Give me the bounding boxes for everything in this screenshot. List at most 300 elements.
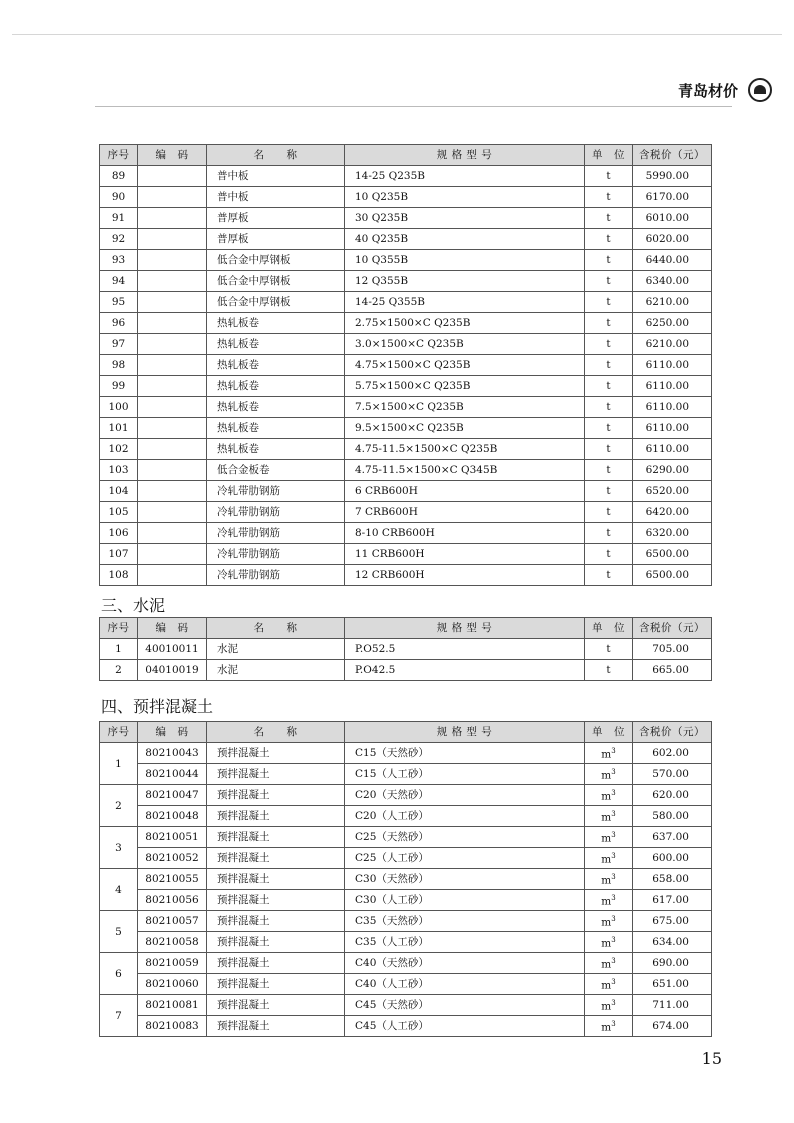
row-number: 92 bbox=[100, 229, 138, 250]
item-spec: C40（天然砂） bbox=[345, 953, 585, 974]
table-row bbox=[100, 890, 712, 911]
table-row bbox=[100, 911, 712, 932]
table-row bbox=[100, 974, 712, 995]
item-price: 6010.00 bbox=[633, 208, 712, 229]
brand-title: 青岛材价 bbox=[677, 82, 738, 100]
item-unit: t bbox=[585, 271, 633, 292]
unit-base: m bbox=[601, 895, 612, 908]
item-code: 40010011 bbox=[138, 639, 207, 660]
table-row bbox=[100, 502, 712, 523]
unit-exponent: 3 bbox=[611, 957, 616, 966]
item-spec: 4.75-11.5×1500×C Q235B bbox=[345, 439, 585, 460]
item-price: 6320.00 bbox=[633, 523, 712, 544]
item-name: 冷轧带肋钢筋 bbox=[207, 544, 345, 565]
table-row bbox=[100, 292, 712, 313]
item-unit: t bbox=[585, 166, 633, 187]
table-row bbox=[100, 250, 712, 271]
col-code: 编 码 bbox=[138, 618, 207, 639]
item-spec: 12 CRB600H bbox=[345, 565, 585, 586]
item-price: 690.00 bbox=[633, 953, 712, 974]
item-code: 80210060 bbox=[138, 974, 207, 995]
table-row bbox=[100, 806, 712, 827]
item-name: 冷轧带肋钢筋 bbox=[207, 502, 345, 523]
logo-icon bbox=[748, 78, 772, 102]
col-name: 名 称 bbox=[207, 618, 345, 639]
item-code: 04010019 bbox=[138, 660, 207, 681]
item-unit bbox=[585, 827, 633, 848]
item-spec: 4.75-11.5×1500×C Q345B bbox=[345, 460, 585, 481]
item-unit bbox=[585, 743, 633, 764]
item-name: 预拌混凝土 bbox=[207, 953, 345, 974]
item-name: 水泥 bbox=[207, 639, 345, 660]
section-title-concrete: 四、预拌混凝土 bbox=[101, 697, 214, 716]
row-number: 1 bbox=[100, 639, 138, 660]
item-code: 80210043 bbox=[138, 743, 207, 764]
unit-exponent: 3 bbox=[611, 1020, 616, 1029]
unit-base: m bbox=[601, 748, 612, 761]
item-name: 预拌混凝土 bbox=[207, 932, 345, 953]
item-unit bbox=[585, 953, 633, 974]
item-name: 预拌混凝土 bbox=[207, 785, 345, 806]
unit-base: m bbox=[601, 1000, 612, 1013]
item-unit: t bbox=[585, 208, 633, 229]
item-name: 冷轧带肋钢筋 bbox=[207, 523, 345, 544]
item-unit: t bbox=[585, 397, 633, 418]
unit-exponent: 3 bbox=[611, 831, 616, 840]
item-code: 80210057 bbox=[138, 911, 207, 932]
item-name: 预拌混凝土 bbox=[207, 764, 345, 785]
item-code: 80210044 bbox=[138, 764, 207, 785]
group-number: 4 bbox=[100, 869, 138, 911]
table-row bbox=[100, 208, 712, 229]
item-unit: t bbox=[585, 355, 633, 376]
item-name: 预拌混凝土 bbox=[207, 890, 345, 911]
item-name: 热轧板卷 bbox=[207, 376, 345, 397]
item-spec: C15（天然砂） bbox=[345, 743, 585, 764]
row-number: 94 bbox=[100, 271, 138, 292]
item-price: 665.00 bbox=[633, 660, 712, 681]
table-row bbox=[100, 439, 712, 460]
item-code: 80210059 bbox=[138, 953, 207, 974]
item-name: 预拌混凝土 bbox=[207, 806, 345, 827]
unit-exponent: 3 bbox=[611, 852, 616, 861]
item-name: 热轧板卷 bbox=[207, 397, 345, 418]
row-number: 96 bbox=[100, 313, 138, 334]
item-price: 617.00 bbox=[633, 890, 712, 911]
item-price: 6210.00 bbox=[633, 334, 712, 355]
item-spec: C35（天然砂） bbox=[345, 911, 585, 932]
item-unit: t bbox=[585, 481, 633, 502]
top-rule bbox=[12, 34, 782, 35]
unit-base: m bbox=[601, 916, 612, 929]
item-code: 80210051 bbox=[138, 827, 207, 848]
table-row bbox=[100, 271, 712, 292]
item-spec: 7.5×1500×C Q235B bbox=[345, 397, 585, 418]
item-name: 低合金板卷 bbox=[207, 460, 345, 481]
item-unit bbox=[585, 869, 633, 890]
item-spec: 40 Q235B bbox=[345, 229, 585, 250]
unit-base: m bbox=[601, 958, 612, 971]
item-unit: t bbox=[585, 334, 633, 355]
item-name: 普中板 bbox=[207, 166, 345, 187]
unit-base: m bbox=[601, 937, 612, 950]
item-unit: t bbox=[585, 639, 633, 660]
row-number: 101 bbox=[100, 418, 138, 439]
col-code: 编 码 bbox=[138, 145, 207, 166]
unit-base: m bbox=[601, 853, 612, 866]
item-name: 预拌混凝土 bbox=[207, 848, 345, 869]
table-row bbox=[100, 743, 712, 764]
item-unit bbox=[585, 995, 633, 1016]
item-name: 预拌混凝土 bbox=[207, 974, 345, 995]
col-unit: 单 位 bbox=[585, 722, 633, 743]
unit-exponent: 3 bbox=[611, 894, 616, 903]
item-name: 预拌混凝土 bbox=[207, 827, 345, 848]
table-row bbox=[100, 355, 712, 376]
item-price: 705.00 bbox=[633, 639, 712, 660]
item-name: 普中板 bbox=[207, 187, 345, 208]
item-unit: t bbox=[585, 418, 633, 439]
row-number: 107 bbox=[100, 544, 138, 565]
table-row bbox=[100, 376, 712, 397]
table-row bbox=[100, 565, 712, 586]
table-row bbox=[100, 660, 712, 681]
item-code: 80210055 bbox=[138, 869, 207, 890]
item-price: 6110.00 bbox=[633, 355, 712, 376]
table-row bbox=[100, 639, 712, 660]
table-row bbox=[100, 523, 712, 544]
item-price: 6110.00 bbox=[633, 439, 712, 460]
unit-exponent: 3 bbox=[611, 978, 616, 987]
item-price: 658.00 bbox=[633, 869, 712, 890]
row-number: 105 bbox=[100, 502, 138, 523]
row-number: 103 bbox=[100, 460, 138, 481]
row-number: 102 bbox=[100, 439, 138, 460]
col-code: 编 码 bbox=[138, 722, 207, 743]
item-code: 80210052 bbox=[138, 848, 207, 869]
table-row bbox=[100, 397, 712, 418]
steel-price-table bbox=[99, 144, 712, 586]
col-spec: 规 格 型 号 bbox=[345, 618, 585, 639]
item-spec: 14-25 Q355B bbox=[345, 292, 585, 313]
item-name: 普厚板 bbox=[207, 208, 345, 229]
item-name: 预拌混凝土 bbox=[207, 911, 345, 932]
item-name: 冷轧带肋钢筋 bbox=[207, 481, 345, 502]
table-header-row bbox=[100, 618, 712, 639]
item-price: 620.00 bbox=[633, 785, 712, 806]
header-rule bbox=[95, 106, 732, 107]
item-spec: P.O52.5 bbox=[345, 639, 585, 660]
item-unit: t bbox=[585, 292, 633, 313]
table-row bbox=[100, 995, 712, 1016]
item-code bbox=[138, 166, 207, 187]
item-price: 6020.00 bbox=[633, 229, 712, 250]
item-code bbox=[138, 229, 207, 250]
item-spec: 30 Q235B bbox=[345, 208, 585, 229]
item-unit bbox=[585, 890, 633, 911]
item-name: 预拌混凝土 bbox=[207, 1016, 345, 1037]
col-name: 名 称 bbox=[207, 145, 345, 166]
item-name: 预拌混凝土 bbox=[207, 995, 345, 1016]
item-price: 570.00 bbox=[633, 764, 712, 785]
item-unit: t bbox=[585, 376, 633, 397]
col-price: 含税价（元） bbox=[633, 618, 712, 639]
table-row bbox=[100, 932, 712, 953]
item-name: 预拌混凝土 bbox=[207, 743, 345, 764]
item-name: 冷轧带肋钢筋 bbox=[207, 565, 345, 586]
item-code bbox=[138, 271, 207, 292]
item-price: 711.00 bbox=[633, 995, 712, 1016]
table-row bbox=[100, 313, 712, 334]
item-price: 580.00 bbox=[633, 806, 712, 827]
item-name: 热轧板卷 bbox=[207, 313, 345, 334]
item-code bbox=[138, 250, 207, 271]
table-row bbox=[100, 460, 712, 481]
item-code bbox=[138, 565, 207, 586]
table-row bbox=[100, 869, 712, 890]
row-number: 100 bbox=[100, 397, 138, 418]
item-code bbox=[138, 334, 207, 355]
item-code bbox=[138, 208, 207, 229]
item-price: 637.00 bbox=[633, 827, 712, 848]
item-code: 80210056 bbox=[138, 890, 207, 911]
unit-exponent: 3 bbox=[611, 789, 616, 798]
item-price: 6440.00 bbox=[633, 250, 712, 271]
item-unit bbox=[585, 974, 633, 995]
item-price: 5990.00 bbox=[633, 166, 712, 187]
item-name: 热轧板卷 bbox=[207, 355, 345, 376]
item-price: 6170.00 bbox=[633, 187, 712, 208]
group-number: 1 bbox=[100, 743, 138, 785]
group-number: 2 bbox=[100, 785, 138, 827]
item-price: 6110.00 bbox=[633, 397, 712, 418]
row-number: 90 bbox=[100, 187, 138, 208]
unit-exponent: 3 bbox=[611, 936, 616, 945]
item-code bbox=[138, 523, 207, 544]
item-spec: 2.75×1500×C Q235B bbox=[345, 313, 585, 334]
item-spec: 10 Q355B bbox=[345, 250, 585, 271]
group-number: 5 bbox=[100, 911, 138, 953]
item-code bbox=[138, 418, 207, 439]
item-unit: t bbox=[585, 523, 633, 544]
item-code bbox=[138, 187, 207, 208]
item-price: 6500.00 bbox=[633, 565, 712, 586]
item-unit bbox=[585, 1016, 633, 1037]
item-code bbox=[138, 292, 207, 313]
item-name: 预拌混凝土 bbox=[207, 869, 345, 890]
item-spec: C15（人工砂） bbox=[345, 764, 585, 785]
row-number: 104 bbox=[100, 481, 138, 502]
col-price: 含税价（元） bbox=[633, 145, 712, 166]
table-header-row bbox=[100, 722, 712, 743]
item-code bbox=[138, 397, 207, 418]
item-spec: 12 Q355B bbox=[345, 271, 585, 292]
col-no: 序号 bbox=[100, 145, 138, 166]
item-unit: t bbox=[585, 565, 633, 586]
table-header-row bbox=[100, 145, 712, 166]
item-code: 80210048 bbox=[138, 806, 207, 827]
item-price: 6420.00 bbox=[633, 502, 712, 523]
item-code bbox=[138, 313, 207, 334]
col-unit: 单 位 bbox=[585, 618, 633, 639]
item-code bbox=[138, 481, 207, 502]
cement-price-table bbox=[99, 617, 712, 681]
unit-base: m bbox=[601, 979, 612, 992]
item-price: 674.00 bbox=[633, 1016, 712, 1037]
unit-exponent: 3 bbox=[611, 768, 616, 777]
col-unit: 单 位 bbox=[585, 145, 633, 166]
item-unit: t bbox=[585, 187, 633, 208]
item-price: 6520.00 bbox=[633, 481, 712, 502]
item-spec: C40（人工砂） bbox=[345, 974, 585, 995]
page-number: 15 bbox=[701, 1049, 722, 1068]
item-spec: C25（人工砂） bbox=[345, 848, 585, 869]
item-price: 675.00 bbox=[633, 911, 712, 932]
item-spec: C30（人工砂） bbox=[345, 890, 585, 911]
item-code bbox=[138, 544, 207, 565]
item-spec: 4.75×1500×C Q235B bbox=[345, 355, 585, 376]
item-unit: t bbox=[585, 313, 633, 334]
table-row bbox=[100, 544, 712, 565]
row-number: 98 bbox=[100, 355, 138, 376]
item-spec: 14-25 Q235B bbox=[345, 166, 585, 187]
item-unit: t bbox=[585, 250, 633, 271]
item-spec: 7 CRB600H bbox=[345, 502, 585, 523]
item-code bbox=[138, 355, 207, 376]
row-number: 2 bbox=[100, 660, 138, 681]
row-number: 89 bbox=[100, 166, 138, 187]
item-spec: C35（人工砂） bbox=[345, 932, 585, 953]
item-spec: C30（天然砂） bbox=[345, 869, 585, 890]
row-number: 106 bbox=[100, 523, 138, 544]
item-unit: t bbox=[585, 460, 633, 481]
table-row bbox=[100, 229, 712, 250]
item-spec: P.O42.5 bbox=[345, 660, 585, 681]
item-unit bbox=[585, 848, 633, 869]
item-price: 6250.00 bbox=[633, 313, 712, 334]
item-unit bbox=[585, 911, 633, 932]
row-number: 95 bbox=[100, 292, 138, 313]
item-code: 80210058 bbox=[138, 932, 207, 953]
table-row bbox=[100, 418, 712, 439]
item-spec: C25（天然砂） bbox=[345, 827, 585, 848]
concrete-price-table bbox=[99, 721, 712, 1037]
item-spec: 11 CRB600H bbox=[345, 544, 585, 565]
group-number: 3 bbox=[100, 827, 138, 869]
item-code bbox=[138, 502, 207, 523]
item-price: 651.00 bbox=[633, 974, 712, 995]
table-row bbox=[100, 166, 712, 187]
col-spec: 规 格 型 号 bbox=[345, 145, 585, 166]
item-spec: C20（人工砂） bbox=[345, 806, 585, 827]
group-number: 7 bbox=[100, 995, 138, 1037]
item-name: 热轧板卷 bbox=[207, 439, 345, 460]
item-price: 6340.00 bbox=[633, 271, 712, 292]
item-name: 热轧板卷 bbox=[207, 334, 345, 355]
item-price: 600.00 bbox=[633, 848, 712, 869]
row-number: 108 bbox=[100, 565, 138, 586]
item-unit: t bbox=[585, 229, 633, 250]
item-code: 80210083 bbox=[138, 1016, 207, 1037]
item-name: 热轧板卷 bbox=[207, 418, 345, 439]
item-code: 80210047 bbox=[138, 785, 207, 806]
unit-exponent: 3 bbox=[611, 747, 616, 756]
item-name: 低合金中厚钢板 bbox=[207, 292, 345, 313]
item-price: 6210.00 bbox=[633, 292, 712, 313]
group-number: 6 bbox=[100, 953, 138, 995]
item-code bbox=[138, 439, 207, 460]
item-unit bbox=[585, 764, 633, 785]
col-no: 序号 bbox=[100, 618, 138, 639]
unit-exponent: 3 bbox=[611, 873, 616, 882]
item-unit bbox=[585, 785, 633, 806]
unit-base: m bbox=[601, 790, 612, 803]
row-number: 91 bbox=[100, 208, 138, 229]
unit-base: m bbox=[601, 832, 612, 845]
row-number: 93 bbox=[100, 250, 138, 271]
section-title-cement: 三、水泥 bbox=[101, 596, 166, 615]
item-spec: 8-10 CRB600H bbox=[345, 523, 585, 544]
unit-exponent: 3 bbox=[611, 810, 616, 819]
unit-exponent: 3 bbox=[611, 915, 616, 924]
item-spec: 5.75×1500×C Q235B bbox=[345, 376, 585, 397]
item-unit: t bbox=[585, 502, 633, 523]
item-name: 普厚板 bbox=[207, 229, 345, 250]
unit-base: m bbox=[601, 769, 612, 782]
table-row bbox=[100, 764, 712, 785]
item-name: 低合金中厚钢板 bbox=[207, 271, 345, 292]
item-unit bbox=[585, 932, 633, 953]
item-name: 水泥 bbox=[207, 660, 345, 681]
item-spec: C45（天然砂） bbox=[345, 995, 585, 1016]
item-unit: t bbox=[585, 439, 633, 460]
col-spec: 规 格 型 号 bbox=[345, 722, 585, 743]
table-row bbox=[100, 481, 712, 502]
item-unit bbox=[585, 806, 633, 827]
unit-base: m bbox=[601, 874, 612, 887]
item-unit: t bbox=[585, 660, 633, 681]
unit-base: m bbox=[601, 1021, 612, 1034]
table-row bbox=[100, 953, 712, 974]
item-spec: 6 CRB600H bbox=[345, 481, 585, 502]
table-row bbox=[100, 334, 712, 355]
item-price: 6500.00 bbox=[633, 544, 712, 565]
item-price: 602.00 bbox=[633, 743, 712, 764]
item-price: 6110.00 bbox=[633, 418, 712, 439]
item-unit: t bbox=[585, 544, 633, 565]
item-spec: C20（天然砂） bbox=[345, 785, 585, 806]
table-row bbox=[100, 785, 712, 806]
row-number: 99 bbox=[100, 376, 138, 397]
col-price: 含税价（元） bbox=[633, 722, 712, 743]
unit-exponent: 3 bbox=[611, 999, 616, 1008]
item-spec: C45（人工砂） bbox=[345, 1016, 585, 1037]
unit-base: m bbox=[601, 811, 612, 824]
col-name: 名 称 bbox=[207, 722, 345, 743]
item-price: 6110.00 bbox=[633, 376, 712, 397]
item-code bbox=[138, 376, 207, 397]
table-row bbox=[100, 1016, 712, 1037]
item-name: 低合金中厚钢板 bbox=[207, 250, 345, 271]
item-spec: 10 Q235B bbox=[345, 187, 585, 208]
item-spec: 3.0×1500×C Q235B bbox=[345, 334, 585, 355]
table-row bbox=[100, 827, 712, 848]
table-row bbox=[100, 848, 712, 869]
item-spec: 9.5×1500×C Q235B bbox=[345, 418, 585, 439]
item-price: 6290.00 bbox=[633, 460, 712, 481]
row-number: 97 bbox=[100, 334, 138, 355]
item-code: 80210081 bbox=[138, 995, 207, 1016]
